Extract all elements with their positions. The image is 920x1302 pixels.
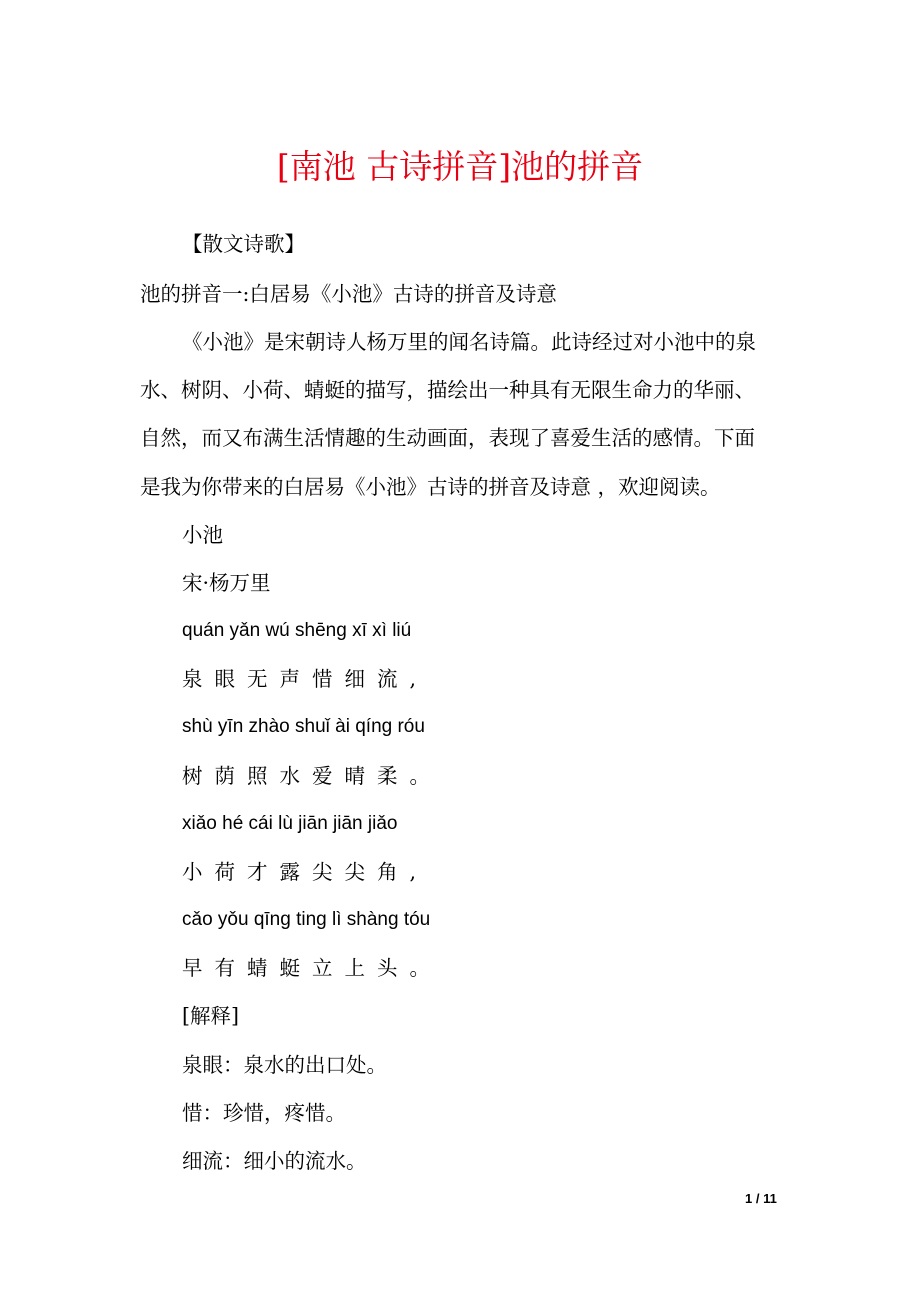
poem-text-line: 小荷才露尖尖角, <box>182 860 429 884</box>
poem-text-line: 树荫照水爱晴柔。 <box>182 764 442 788</box>
explanation-header: [解释] <box>182 1004 239 1028</box>
intro-line: 水、树阴、小荷、蜻蜓的描写，描绘出一种具有无限生命力的华丽、 <box>140 378 755 402</box>
poem-pinyin-line: quán yǎn wú shēng xī xì liú <box>182 620 412 641</box>
intro-line: 自然，而又布满生活情趣的生动画面，表现了喜爱生活的感情。下面 <box>140 426 755 450</box>
page-indicator: 1 / 11 <box>745 1191 777 1206</box>
section-subtitle: 池的拼音一:白居易《小池》古诗的拼音及诗意 <box>140 282 557 306</box>
poem-pinyin-line: xiǎo hé cái lù jiān jiān jiǎo <box>182 813 398 834</box>
explanation-item: 惜：珍惜，疼惜。 <box>182 1101 346 1125</box>
intro-line: 是我为你带来的白居易《小池》古诗的拼音及诗意 ，欢迎阅读。 <box>140 475 721 499</box>
poem-pinyin-line: cǎo yǒu qīng ting lì shàng tóu <box>182 909 431 930</box>
document-title: [南池 古诗拼音]池的拼音 <box>276 147 644 186</box>
category-label: 【散文诗歌】 <box>182 232 305 256</box>
poem-text-line: 泉眼无声惜细流, <box>182 667 429 691</box>
poem-author: 宋·杨万里 <box>182 571 271 595</box>
poem-title: 小池 <box>182 523 223 547</box>
poem-text-line: 早有蜻蜓立上头。 <box>182 956 442 980</box>
explanation-item: 泉眼：泉水的出口处。 <box>182 1053 387 1077</box>
intro-line: 《小池》是宋朝诗人杨万里的闻名诗篇。此诗经过对小池中的泉 <box>182 330 756 354</box>
explanation-item: 细流：细小的流水。 <box>182 1149 367 1173</box>
poem-pinyin-line: shù yīn zhào shuǐ ài qíng róu <box>182 716 425 737</box>
